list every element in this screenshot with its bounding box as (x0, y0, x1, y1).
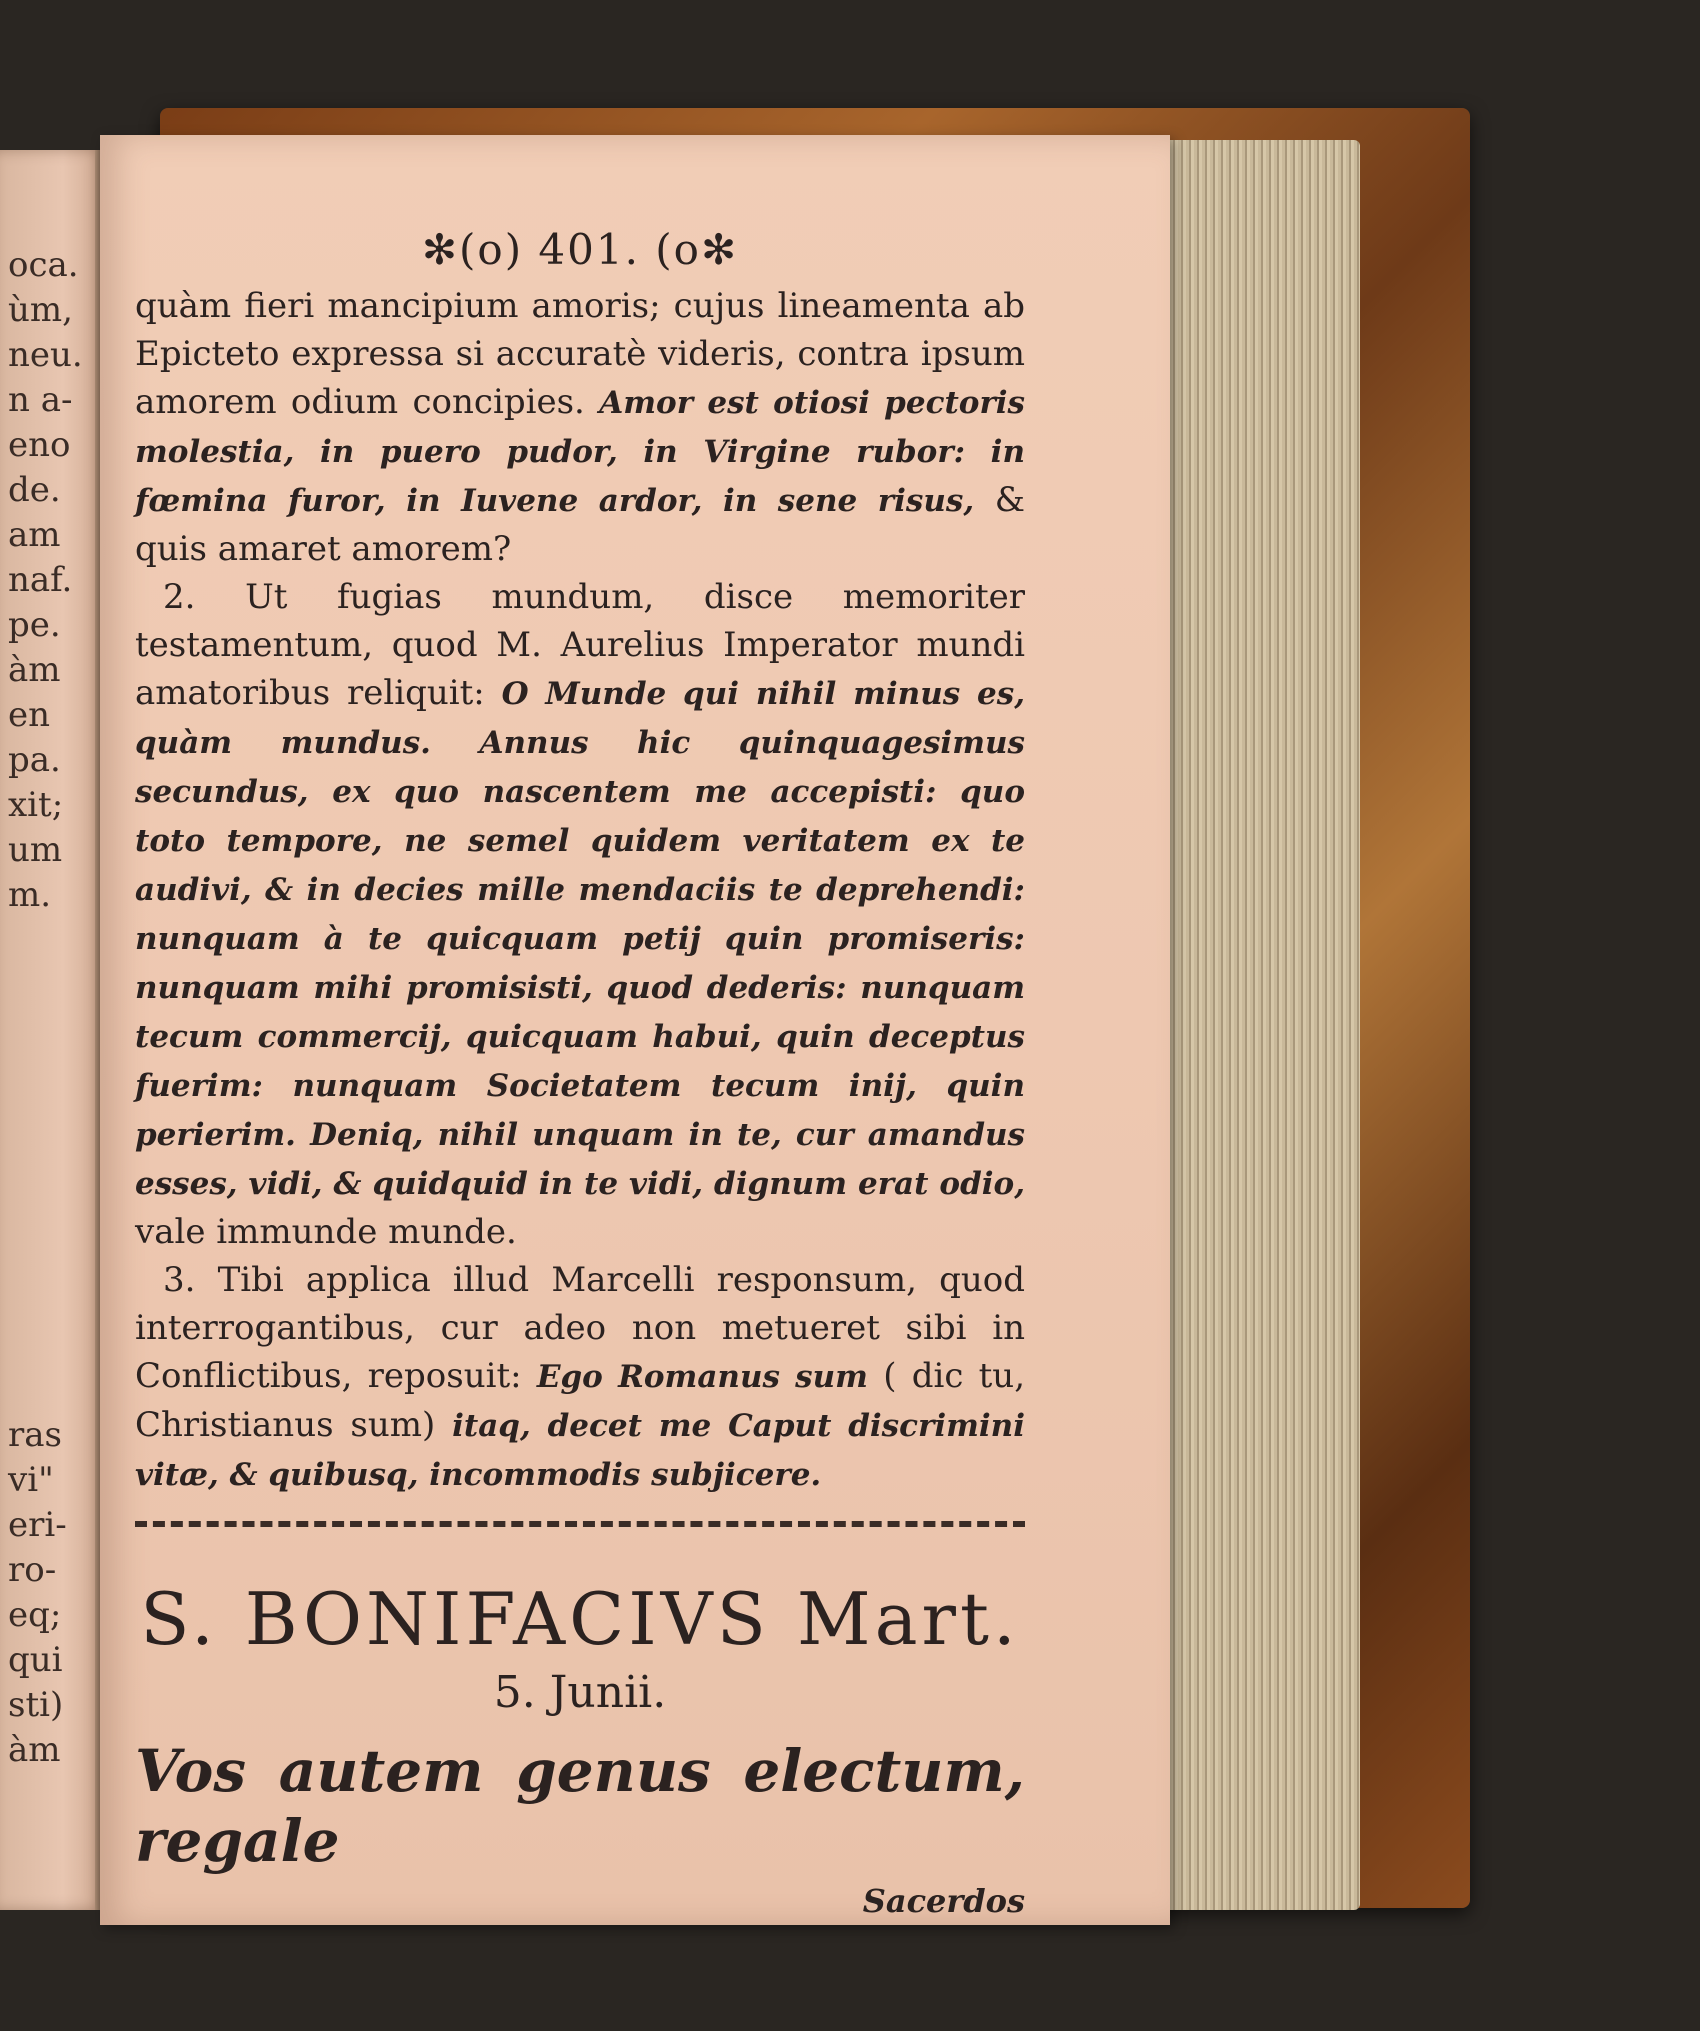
previous-page-fragment: pe. (8, 605, 61, 645)
previous-page-fragment: n a- (8, 380, 73, 420)
previous-page-fragment: en (8, 695, 51, 735)
paragraph-3-mid: ( dic tu, Christianus sum) (135, 1356, 1026, 1445)
previous-page (0, 150, 105, 1910)
previous-page-fragment: àm (8, 650, 61, 690)
previous-page-fragment: oca. (8, 245, 79, 285)
paragraph-2-text: 2. Ut fugias mundum, disce memoriter testamentum, quod M. Aurelius Imperator mundi amatoribus reliquit: (135, 577, 1025, 713)
previous-page-fragment: ùm, (8, 290, 73, 330)
paragraph-3-italic-1: Ego Romanus sum (536, 1359, 868, 1395)
paragraph-3 (135, 1256, 1025, 1499)
previous-page-fragment: eno (8, 425, 71, 465)
paragraph-2-end: vale immunde munde. (135, 1212, 517, 1252)
paragraph-3-text: 3. Tibi applica illud Marcelli responsum, quod interrogantibus, cur adeo non metueret sibi in Conflictibus, reposuit: (135, 1260, 1025, 1396)
previous-page-fragment: pa. (8, 740, 61, 780)
previous-page-fragment: ras (8, 1415, 62, 1455)
paragraph-1-italic: Amor est otiosi pectoris molestia, in puero pudor, in Virgine rubor: in fœmina furor, in Iuvene ardor, in sene risus, (135, 385, 1026, 519)
paragraph-1-end: & quis amaret amorem? (135, 480, 1025, 569)
previous-page-fragment: vi" (8, 1460, 54, 1500)
section-divider (135, 1521, 1025, 1527)
previous-page-fragment: ro- (8, 1550, 57, 1590)
previous-page-fragment: naf. (8, 560, 73, 600)
previous-page-fragment: de. (8, 470, 61, 510)
paragraph-2-italic: O Munde qui nihil minus es, quàm mundus. Annus hic quinquagesimus secundus, ex quo nascentem me accepisti: quo toto tempore, ne semel quidem veritatem ex te audivi, & in decies mille mendaciis te deprehendi: nunquam à te quicquam petij quin promiseris: nunquam mihi promisisti, quod dederis: nunquam tecum commercij, quicquam habui, quin deceptus fuerim: nunquam Societatem tecum inij, quin perierim. Deniq, nihil unquam in te, cur amandus esses, vidi, & quidquid in te vidi, dignum erat odio, (135, 676, 1025, 1202)
previous-page-fragment: um (8, 830, 63, 870)
previous-page-fragment: neu. (8, 335, 83, 375)
section-title: S. BONIFACIVS Mart. (140, 1577, 1020, 1661)
paragraph-3-italic-2: itaq, decet me Caput discrimini vitæ, & quibusq, incommodis subjicere. (135, 1408, 1026, 1493)
catchword: Sacerdos (862, 1882, 1025, 1920)
paragraph-1-text: quàm fieri mancipium amoris; cujus lineamenta ab Epicteto expressa si accuratè videris, contra ipsum amorem odium concipies. (135, 286, 1025, 422)
previous-page-fragment: eq; (8, 1595, 62, 1635)
page-header: ✻(o) 401. (o✻ (421, 225, 739, 274)
verse-line: Vos autem genus electum, regale (135, 1737, 1025, 1875)
previous-page-fragment: qui (8, 1640, 63, 1680)
section-date: 5. Junii. (493, 1667, 667, 1718)
previous-page-fragment: àm (8, 1730, 61, 1770)
previous-page-fragment: sti) (8, 1685, 64, 1725)
paragraph-2 (135, 573, 1025, 1256)
page-text (135, 225, 1025, 1920)
paragraph-1 (135, 282, 1025, 573)
previous-page-fragment: am (8, 515, 61, 555)
previous-page-fragment: m. (8, 875, 52, 915)
previous-page-fragment: eri- (8, 1505, 67, 1545)
previous-page-fragment: xit; (8, 785, 64, 825)
